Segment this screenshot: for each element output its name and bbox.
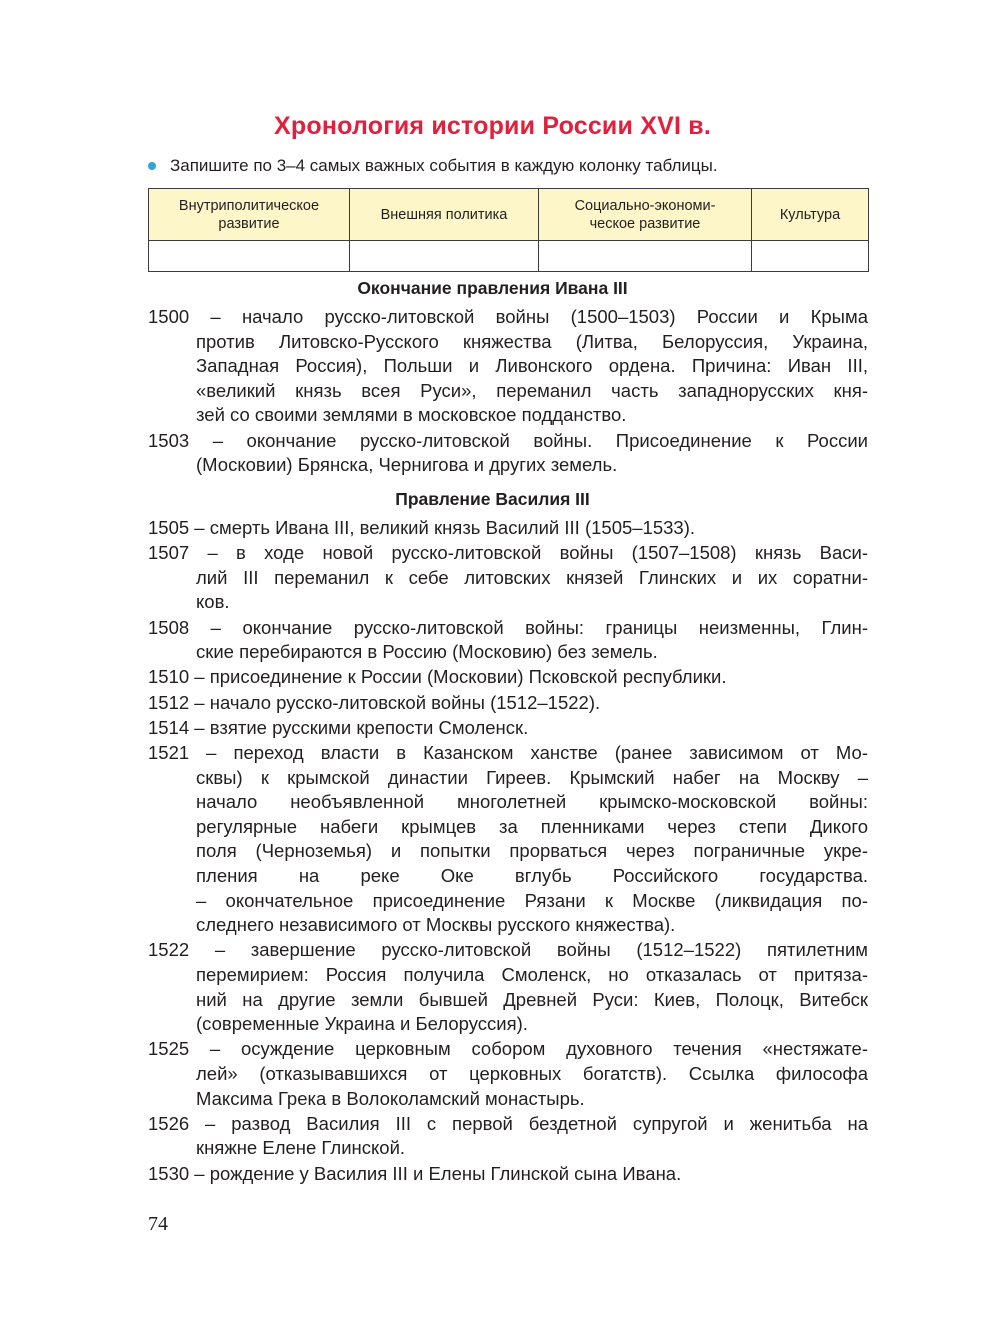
- chronology-entry-line-first: 1505 – смерть Ивана III, великий князь Василий III (1505–1533).: [148, 517, 696, 538]
- table-header-domestic: Внутриполитическое развитие: [149, 189, 350, 241]
- table-cell-socioeconomic[interactable]: [539, 241, 752, 272]
- chronology-entry-line: лий III переманил к себе литовских князей Глинских и их соратни-: [196, 566, 868, 588]
- chronology-entry-line: ские перебираются в Россию (Московию) без земель.: [196, 641, 658, 663]
- chronology-entry-line-first: 1508 – окончание русско-литовской войны: границы неизменны, Глин-: [148, 616, 868, 638]
- chronology-entry-line: зей со своими землями в московское подданство.: [196, 404, 627, 426]
- table-empty-row: [149, 241, 869, 272]
- chronology-entry-line: начало необъявленной многолетней крымско-московской войны:: [196, 791, 868, 813]
- chronology-entry-line-first: 1521 – переход власти в Казанском ханстве (ранее зависимом от Мо-: [148, 742, 868, 763]
- chronology-entry-line: (современные Украина и Белоруссия).: [196, 1013, 528, 1035]
- chronology-entry-line: (Московии) Брянска, Чернигова и других земель.: [196, 454, 618, 476]
- table-header-culture: Культура: [752, 189, 869, 241]
- chronology-entry-line-first: 1526 – развод Василия III с первой бездетной супругой и женитьба на: [148, 1112, 868, 1134]
- page-title: Хронология истории России XVI в.: [274, 112, 711, 140]
- table-header-socioeconomic: Социально-экономи- ческое развитие: [539, 189, 752, 241]
- table-cell-domestic[interactable]: [149, 241, 350, 272]
- chronology-entry-line: «великий князь всея Руси», переманил часть западнорусских кня-: [196, 379, 868, 401]
- chronology-entry-line: регулярные набеги крымцев за пленниками через степи Дикого: [196, 815, 868, 837]
- chronology-entry-line: сквы) к крымской династии Гиреев. Крымский набег на Москву –: [196, 766, 868, 788]
- chronology-entry-line: ков.: [196, 591, 230, 613]
- chronology-entry-line: княжне Елене Глинской.: [196, 1137, 406, 1159]
- chronology-entry-line: Максима Грека в Волоколамский монастырь.: [196, 1087, 585, 1109]
- chronology-entry-line-first: 1525 – осуждение церковным собором духовного течения «нестяжате-: [148, 1038, 868, 1060]
- chronology-entry-line: пления на реке Оке вглубь Российского государства.: [196, 865, 868, 886]
- table-cell-culture[interactable]: [752, 241, 869, 272]
- chronology-entry-line: следнего независимого от Москвы русского княжества).: [196, 914, 676, 936]
- chronology-entry-line-first: 1514 – взятие русскими крепости Смоленск.: [148, 716, 529, 738]
- events-table: [148, 188, 869, 272]
- chronology-entry-line-first: 1522 – завершение русско-литовской войны (1512–1522) пятилетним: [148, 939, 868, 961]
- table-header-foreign: Внешняя политика: [350, 189, 539, 241]
- table-cell-foreign[interactable]: [350, 241, 539, 272]
- chronology-entry-line: перемирием: Россия получила Смоленск, но отказалась от притяза-: [196, 964, 868, 985]
- chronology-entry-line: ний на другие земли бывшей Древней Руси: Киев, Полоцк, Витебск: [196, 988, 868, 1010]
- task-instruction: [170, 156, 718, 176]
- chronology-entry-line-first: 1510 – присоединение к России (Московии) Псковской республики.: [148, 666, 727, 688]
- chronology-entry-line: против Литовско-Русского княжества (Литва, Белоруссия, Украина,: [196, 330, 868, 352]
- chronology-entry-line-first: 1503 – окончание русско-литовской войны. Присоединение к России: [148, 429, 868, 451]
- chronology-entry-line: Западная Россия), Польши и Ливонского ордена. Причина: Иван III,: [196, 355, 868, 377]
- chronology-entry-line: – окончательное присоединение Рязани к Москве (ликвидация по-: [196, 889, 868, 911]
- task-text: Запишите по 3–4 самых важных события в каждую колонку таблицы.: [170, 156, 718, 175]
- chronology-entry-line-first: 1530 – рождение у Василия III и Елены Глинской сына Ивана.: [148, 1162, 682, 1184]
- chronology-entry-line-first: 1500 – начало русско-литовской войны (1500–1503) России и Крыма: [148, 306, 868, 327]
- chronology-entry-line-first: 1512 – начало русско-литовской войны (1512–1522).: [148, 691, 601, 713]
- chronology-entry-line: поля (Черноземья) и попытки прорваться через пограничные укре-: [196, 840, 868, 862]
- section-title: Окончание правления Ивана III: [357, 278, 628, 298]
- chronology-entry-line-first: 1507 – в ходе новой русско-литовской войны (1507–1508) князь Васи-: [148, 542, 868, 564]
- table-header-row: [149, 189, 869, 241]
- bullet-icon: [148, 162, 156, 170]
- chronology-entry-line: лей» (отказывавшихся от церковных богатств). Ссылка философа: [196, 1063, 868, 1084]
- section-title: Правление Василия III: [395, 489, 590, 509]
- page-number: 74: [148, 1213, 168, 1235]
